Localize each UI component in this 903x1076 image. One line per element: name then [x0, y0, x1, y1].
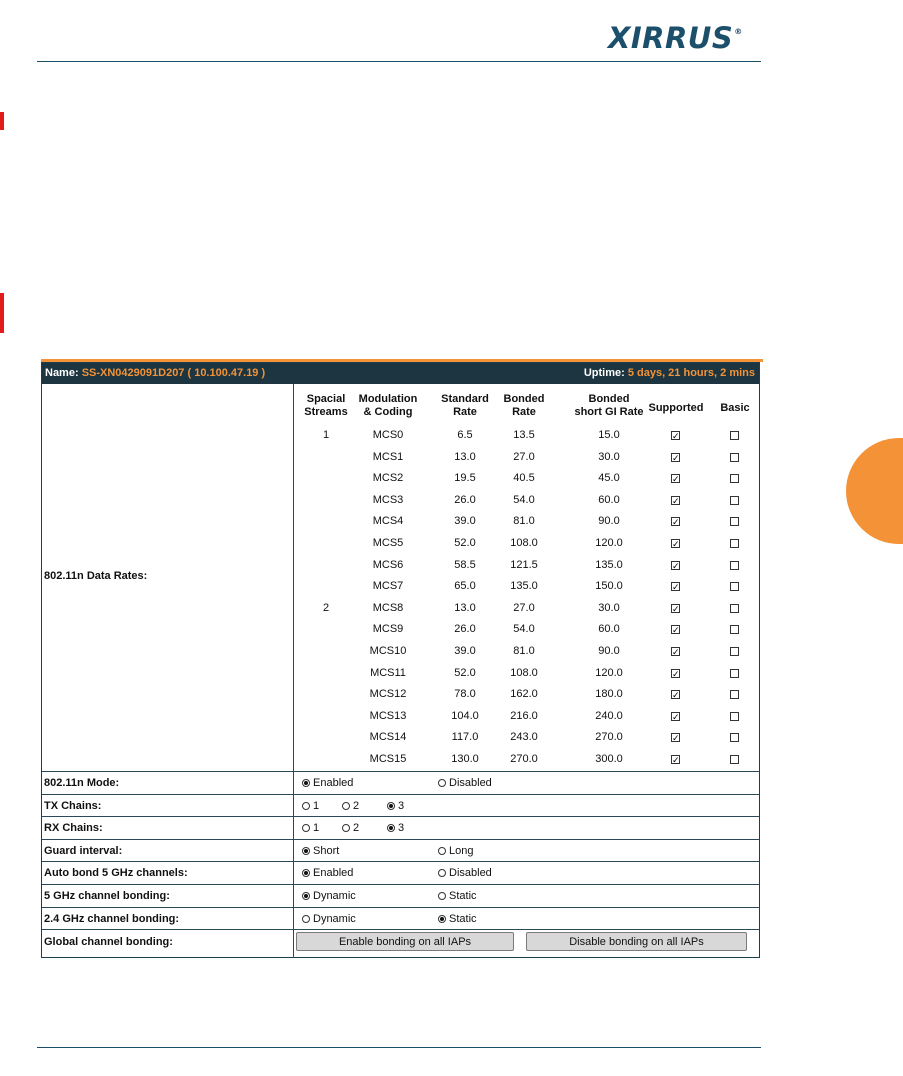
supported-checkbox[interactable]: ✓	[672, 668, 680, 679]
sgi-rate-cell: 120.0	[595, 666, 623, 679]
setting-label: RX Chains:	[44, 822, 103, 835]
sgi-rate-cell: 90.0	[598, 645, 620, 657]
radio-option[interactable]	[302, 867, 353, 879]
sgi-rate-cell: 60.0	[598, 623, 620, 636]
radio-option[interactable]	[438, 913, 477, 925]
basic-checkbox[interactable]	[730, 582, 739, 591]
basic-checkbox[interactable]	[730, 474, 739, 483]
radio-label: Short	[313, 844, 340, 857]
radio-icon	[302, 869, 310, 877]
sgi-rate-cell: 150.0	[595, 580, 623, 593]
mcs-cell: MCS4	[372, 515, 404, 528]
sgi-rate-cell: 300.0	[595, 753, 623, 765]
bonded-rate-cell: 81.0	[513, 645, 535, 657]
supported-checkbox[interactable]: ✓	[672, 560, 680, 571]
device-name: Name: SS-XN0429091D207 ( 10.100.47.19 )	[45, 367, 266, 379]
basic-checkbox[interactable]	[730, 539, 739, 548]
chapter-tab	[846, 438, 903, 544]
bonded-rate-cell: 270.0	[510, 753, 538, 765]
setting-label: Guard interval:	[44, 844, 123, 857]
enable-bonding-button[interactable]: Enable bonding on all IAPs	[296, 932, 514, 951]
mcs-cell: MCS13	[369, 709, 407, 722]
radio-label: 1	[313, 799, 320, 812]
mcs-cell: MCS7	[372, 580, 404, 593]
standard-rate-cell: 19.5	[454, 472, 476, 485]
radio-label: Dynamic	[313, 890, 356, 902]
radio-option[interactable]	[302, 777, 353, 789]
sgi-rate-cell: 240.0	[595, 709, 623, 722]
radio-icon	[438, 869, 446, 877]
supported-checkbox[interactable]: ✓	[672, 431, 680, 441]
spatial-streams-cell: 1	[322, 429, 330, 441]
radio-option[interactable]	[438, 890, 477, 902]
disable-bonding-button[interactable]: Disable bonding on all IAPs	[526, 932, 747, 951]
radio-icon	[438, 847, 446, 855]
radio-option[interactable]	[438, 867, 492, 879]
standard-rate-cell: 13.0	[454, 450, 476, 463]
basic-checkbox[interactable]	[730, 561, 739, 570]
bonded-rate-cell: 108.0	[510, 537, 538, 549]
radio-label: 2	[353, 822, 360, 835]
change-bar-1	[0, 112, 4, 130]
radio-option[interactable]	[438, 845, 473, 857]
bonded-rate-cell: 27.0	[513, 601, 535, 614]
radio-icon	[438, 915, 446, 923]
sgi-rate-cell: 270.0	[595, 731, 623, 744]
basic-checkbox[interactable]	[730, 669, 739, 678]
radio-icon	[438, 892, 446, 900]
radio-option[interactable]	[387, 822, 404, 834]
basic-checkbox[interactable]	[730, 517, 739, 526]
mcs-cell: MCS10	[369, 645, 407, 657]
sgi-rate-cell: 45.0	[598, 472, 620, 485]
supported-checkbox[interactable]: ✓	[672, 452, 680, 463]
column-header: Supported	[648, 402, 704, 414]
supported-checkbox[interactable]: ✓	[672, 711, 680, 722]
setting-label: 802.11n Mode:	[44, 777, 120, 789]
standard-rate-cell: 13.0	[454, 601, 476, 614]
mcs-cell: MCS6	[372, 558, 404, 571]
sgi-rate-cell: 120.0	[595, 537, 623, 549]
bonded-rate-cell: 121.5	[510, 558, 538, 571]
change-bar-2	[0, 293, 4, 333]
setting-row	[42, 884, 759, 907]
bonded-rate-cell: 135.0	[510, 580, 538, 593]
setting-row	[42, 907, 759, 930]
standard-rate-cell: 39.0	[454, 515, 476, 528]
mcs-cell: MCS2	[372, 472, 404, 485]
supported-checkbox[interactable]: ✓	[672, 603, 680, 614]
rates-label: 802.11n Data Rates:	[44, 570, 148, 582]
logo-text: XIRRUS	[608, 21, 734, 55]
device-uptime: Uptime: 5 days, 21 hours, 2 mins	[583, 367, 755, 379]
mcs-cell: MCS0	[372, 429, 404, 441]
bonded-rate-cell: 81.0	[513, 515, 535, 528]
mcs-cell: MCS3	[372, 493, 404, 506]
radio-icon	[438, 779, 446, 787]
standard-rate-cell: 130.0	[451, 753, 479, 765]
standard-rate-cell: 117.0	[451, 731, 479, 744]
radio-option[interactable]	[302, 890, 356, 902]
bottom-divider	[37, 1047, 761, 1048]
setting-row	[42, 861, 759, 884]
mcs-cell: MCS14	[369, 731, 407, 744]
setting-row	[42, 771, 759, 794]
radio-label: Static	[449, 890, 477, 902]
supported-checkbox[interactable]: ✓	[672, 539, 680, 549]
basic-checkbox[interactable]	[730, 453, 739, 462]
standard-rate-cell: 52.0	[454, 537, 476, 549]
radio-icon	[387, 824, 395, 832]
radio-label: Long	[449, 844, 474, 857]
radio-label: Enabled	[313, 867, 354, 880]
radio-option[interactable]	[387, 800, 404, 812]
radio-label: Enabled	[313, 777, 354, 789]
standard-rate-cell: 26.0	[454, 493, 476, 506]
setting-label: TX Chains:	[44, 799, 102, 812]
sgi-rate-cell: 15.0	[598, 429, 620, 441]
radio-option[interactable]	[342, 822, 359, 834]
standard-rate-cell: 52.0	[454, 666, 476, 679]
panel-header	[42, 363, 759, 384]
rates-row	[42, 384, 759, 771]
radio-icon	[302, 892, 310, 900]
mcs-cell: MCS8	[372, 601, 404, 614]
setting-label: 5 GHz channel bonding:	[44, 890, 170, 902]
global-bonding-row	[42, 929, 759, 959]
column-header: Standard Rate	[441, 393, 489, 418]
column-header: Basic	[720, 402, 750, 414]
setting-label: Auto bond 5 GHz channels:	[44, 867, 188, 880]
basic-checkbox[interactable]	[730, 733, 739, 742]
supported-checkbox[interactable]: ✓	[672, 582, 680, 593]
spatial-streams-cell: 2	[322, 601, 330, 614]
supported-checkbox[interactable]: ✓	[672, 517, 680, 528]
sgi-rate-cell: 60.0	[598, 493, 620, 506]
radio-label: 1	[313, 822, 320, 835]
basic-checkbox[interactable]	[730, 755, 739, 764]
radio-icon	[302, 779, 310, 787]
standard-rate-cell: 39.0	[454, 645, 476, 657]
supported-checkbox[interactable]: ✓	[672, 474, 680, 485]
radio-option[interactable]	[438, 777, 492, 789]
sgi-rate-cell: 30.0	[598, 450, 620, 463]
radio-option[interactable]	[342, 800, 359, 812]
global-bonding-label: Global channel bonding:	[44, 936, 173, 949]
radio-option[interactable]	[302, 800, 319, 812]
basic-checkbox[interactable]	[730, 690, 739, 699]
bonded-rate-cell: 54.0	[513, 493, 535, 506]
basic-checkbox[interactable]	[730, 647, 739, 656]
bonded-rate-cell: 54.0	[513, 623, 535, 636]
radio-option[interactable]	[302, 845, 339, 857]
column-header: Bonded Rate	[503, 393, 545, 418]
radio-icon	[302, 847, 310, 855]
mcs-cell: MCS1	[372, 450, 404, 463]
radio-icon	[342, 824, 350, 832]
bonded-rate-cell: 40.5	[513, 472, 535, 485]
sgi-rate-cell: 90.0	[598, 515, 620, 528]
basic-checkbox[interactable]	[730, 496, 739, 505]
mcs-cell: MCS11	[370, 666, 406, 679]
bonded-rate-cell: 216.0	[510, 709, 538, 722]
standard-rate-cell: 6.5	[457, 429, 473, 441]
radio-icon	[387, 802, 395, 810]
bonded-rate-cell: 27.0	[513, 450, 535, 463]
radio-icon	[302, 824, 310, 832]
standard-rate-cell: 26.0	[454, 623, 476, 636]
supported-checkbox[interactable]: ✓	[672, 495, 680, 506]
standard-rate-cell: 65.0	[454, 580, 476, 593]
basic-checkbox[interactable]	[730, 604, 739, 613]
radio-label: 3	[398, 822, 405, 835]
sgi-rate-cell: 180.0	[595, 688, 623, 701]
supported-checkbox[interactable]: ✓	[672, 733, 680, 744]
standard-rate-cell: 104.0	[451, 709, 479, 722]
bonded-rate-cell: 13.5	[513, 429, 535, 441]
standard-rate-cell: 78.0	[454, 688, 476, 701]
column-header: Bonded short GI Rate	[574, 393, 644, 418]
radio-icon	[302, 915, 310, 923]
mcs-cell: MCS15	[369, 753, 407, 765]
logo-trademark: ®	[734, 27, 743, 36]
sgi-rate-cell: 30.0	[598, 601, 620, 614]
radio-label: Disabled	[449, 777, 492, 789]
bonded-rate-cell: 243.0	[510, 731, 538, 744]
supported-checkbox[interactable]: ✓	[672, 690, 680, 701]
radio-option[interactable]	[302, 822, 319, 834]
radio-icon	[342, 802, 350, 810]
radio-option[interactable]	[302, 913, 356, 925]
top-divider	[37, 61, 761, 62]
xirrus-logo	[608, 21, 743, 55]
supported-checkbox[interactable]: ✓	[672, 625, 680, 636]
supported-checkbox[interactable]: ✓	[672, 755, 680, 765]
mcs-cell: MCS5	[372, 537, 404, 549]
settings-panel	[41, 362, 760, 958]
radio-label: Disabled	[449, 867, 492, 880]
basic-checkbox[interactable]	[730, 625, 739, 634]
column-header: Modulation & Coding	[358, 393, 418, 418]
setting-row	[42, 839, 759, 862]
supported-checkbox[interactable]: ✓	[672, 647, 680, 657]
radio-label: 2	[353, 799, 360, 812]
standard-rate-cell: 58.5	[454, 558, 476, 571]
radio-label: Dynamic	[313, 912, 356, 925]
setting-label: 2.4 GHz channel bonding:	[44, 912, 180, 925]
setting-row	[42, 816, 759, 839]
basic-checkbox[interactable]	[730, 431, 739, 440]
bonded-rate-cell: 162.0	[510, 688, 538, 701]
radio-label: 3	[398, 799, 405, 812]
mcs-cell: MCS9	[372, 623, 404, 636]
setting-row	[42, 794, 759, 817]
basic-checkbox[interactable]	[730, 712, 739, 721]
radio-icon	[302, 802, 310, 810]
bonded-rate-cell: 108.0	[510, 666, 538, 679]
radio-label: Static	[449, 912, 477, 925]
sgi-rate-cell: 135.0	[595, 558, 623, 571]
mcs-cell: MCS12	[369, 688, 407, 701]
column-header: Spacial Streams	[304, 393, 348, 418]
